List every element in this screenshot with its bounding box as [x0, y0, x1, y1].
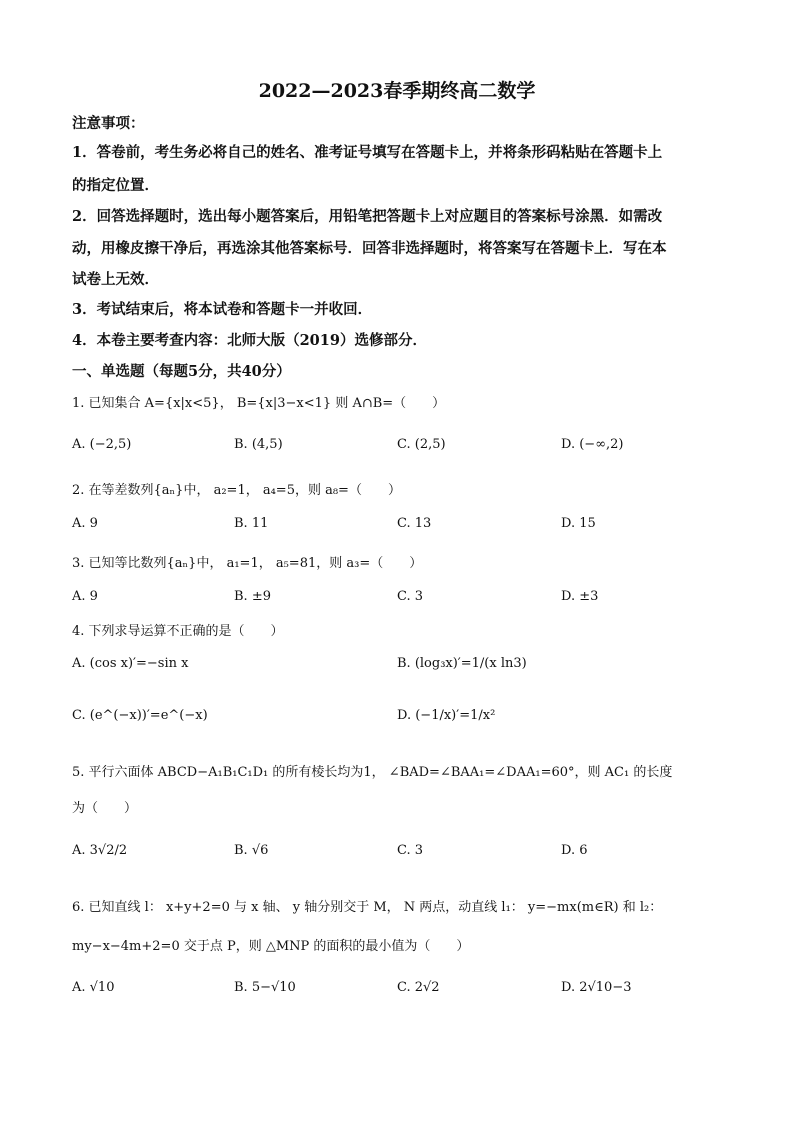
question-3-option-b: B. ±9: [234, 589, 271, 604]
question-1-option-d: D. (−∞,2): [561, 437, 624, 452]
question-1-option-c: C. (2,5): [397, 437, 446, 452]
question-1-stem: [72, 392, 445, 411]
question-6-stem-line1: 6. 已知直线 l： x+y+2=0 与 x 轴、 y 轴分别交于 M， N 两点，动直线 l₁： y=−mx(m∈R) 和 l₂：: [72, 900, 663, 915]
notice-line-4: 4．本卷主要考查内容：北师大版（2019）选修部分．: [72, 332, 427, 349]
question-4-option-a: A. (cos x)′=−sin x: [72, 656, 189, 671]
question-4-stem: 4. 下列求导运算不正确的是（ ）: [72, 624, 284, 639]
question-5-option-a: A. 3√2/2: [72, 843, 128, 858]
question-5-option-b: B. √6: [234, 843, 269, 858]
question-3-option-a: A. 9: [72, 589, 98, 604]
question-3-option-d: D. ±3: [561, 589, 599, 604]
question-4-option-b: B. (log₃x)′=1/(x ln3): [397, 656, 527, 671]
question-6-option-d: D. 2√10−3: [561, 980, 632, 995]
question-2-option-c: C. 13: [397, 516, 432, 531]
notice-line-2a: 2．回答选择题时，选出每小题答案后，用铅笔把答题卡上对应题目的答案标号涂黑．如需改: [72, 208, 663, 225]
question-5-stem-line1: 5. 平行六面体 ABCD−A₁B₁C₁D₁ 的所有棱长均为1， ∠BAD=∠BAA₁=∠DAA₁=60°，则 AC₁ 的长度: [72, 765, 673, 780]
page-title: 2022—2023春季期终高二数学: [258, 80, 536, 102]
question-4-option-d: D. (−1/x)′=1/x²: [397, 708, 496, 723]
question-4-option-c: C. (e^(−x))′=e^(−x): [72, 708, 208, 723]
notice-line-1a: 1．答卷前，考生务必将自己的姓名、准考证号填写在答题卡上，并将条形码粘贴在答题卡上: [72, 144, 663, 161]
question-3-option-c: C. 3: [397, 589, 424, 604]
notice-line-1b: 的指定位置．: [72, 177, 159, 194]
question-2-option-a: A. 9: [72, 516, 98, 531]
section-heading: 一、单选题（每题5分，共40分）: [72, 363, 291, 380]
question-2-option-d: D. 15: [561, 516, 596, 531]
question-2-option-b: B. 11: [234, 516, 269, 531]
question-5-stem-line2: 为（ ）: [72, 801, 138, 816]
question-2-stem: 2. 在等差数列{aₙ}中， a₂=1， a₄=5，则 a₈=（ ）: [72, 483, 401, 498]
question-5-option-d: D. 6: [561, 843, 588, 858]
notice-line-2b: 动，用橡皮擦干净后，再选涂其他答案标号．回答非选择题时，将答案写在答题卡上．写在本: [72, 240, 667, 257]
notice-line-3: 3．考试结束后，将本试卷和答题卡一并收回．: [72, 301, 373, 318]
question-6-option-b: B. 5−√10: [234, 980, 296, 995]
question-6-stem-line2: my−x−4m+2=0 交于点 P，则 △MNP 的面积的最小值为（ ）: [72, 939, 470, 954]
question-6-option-a: A. √10: [72, 980, 115, 995]
question-1-text: 1. 已知集合 A={x|x<5}， B={x|3−x<1} 则 A∩B=（ ）: [72, 396, 446, 411]
question-1-option-b: B. (4,5): [234, 437, 283, 452]
question-6-option-c: C. 2√2: [397, 980, 440, 995]
notice-heading: 注意事项：: [72, 115, 145, 132]
question-3-stem: 3. 已知等比数列{aₙ}中， a₁=1， a₅=81，则 a₃=（ ）: [72, 556, 423, 571]
question-5-option-c: C. 3: [397, 843, 424, 858]
question-1-option-a: A. (−2,5): [72, 437, 132, 452]
notice-line-2c: 试卷上无效．: [72, 271, 159, 288]
